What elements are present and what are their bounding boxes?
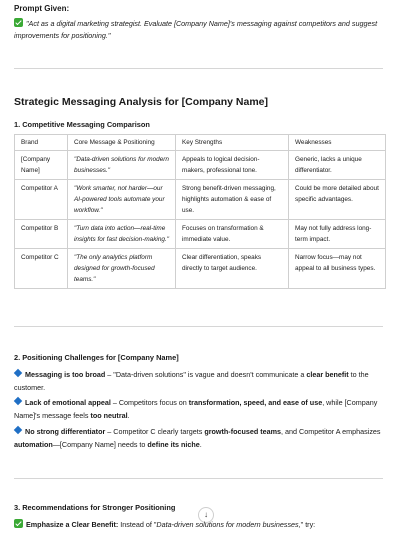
table-cell: Clear differentiation, speaks directly to target audience. [176, 249, 289, 289]
section-heading: 3. Recommendations for Stronger Positioning [14, 503, 176, 512]
challenge-text: , while [Company Name]'s message feels [14, 398, 378, 420]
column-header: Brand [15, 135, 68, 151]
table-cell: [Company Name] [15, 151, 68, 180]
challenge-text: —[Company Name] needs to [52, 439, 148, 449]
table-row [15, 249, 386, 289]
table-row [15, 180, 386, 220]
table-cell: Narrow focus—may not appeal to all business types. [289, 249, 386, 289]
table-cell: May not fully address long-term impact. [289, 220, 386, 249]
challenge-item [14, 426, 386, 451]
arrow-down-icon: ↓ [204, 510, 208, 519]
table-cell: "Turn data into action—real-time insights for fast decision-making." [68, 220, 176, 249]
recommendation-item [14, 519, 394, 531]
table-cell: Focuses on transformation & immediate value. [176, 220, 289, 249]
challenge-text: to the customer. [14, 370, 369, 392]
challenge-item [14, 369, 386, 394]
divider [14, 326, 383, 327]
page-title: Strategic Messaging Analysis for [Company Name] [14, 96, 269, 108]
challenge-text: . [127, 410, 130, 420]
diamond-icon [14, 426, 22, 434]
table-cell: Could be more detailed about specific advantages. [289, 180, 386, 220]
table-cell: Competitor B [15, 220, 68, 249]
column-header: Weaknesses [289, 135, 386, 151]
prompt-quote: "Act as a digital marketing strategist. Evaluate [Company Name]'s messaging against competitors and suggest improvements for positioning." [14, 19, 378, 40]
recommendation-text: " try: [300, 520, 316, 529]
table-cell: "The only analytics platform designed for growth-focused teams." [68, 249, 176, 289]
table-row [15, 220, 386, 249]
table-cell: "Work smarter, not harder—our AI-powered tools automate your workflow." [68, 180, 176, 220]
section-heading: 1. Competitive Messaging Comparison [14, 120, 150, 129]
challenge-text: – Competitor C clearly targets [105, 427, 205, 436]
comparison-table [14, 134, 386, 289]
challenge-lead: Messaging is too broad [25, 370, 106, 379]
divider [14, 478, 383, 479]
divider [14, 68, 383, 69]
challenge-text: . [199, 439, 202, 449]
table-cell: Competitor C [15, 249, 68, 289]
recommendation-text: Instead of " [118, 520, 157, 529]
diamond-icon [14, 397, 22, 405]
column-header: Core Message & Positioning [68, 135, 176, 151]
check-icon [14, 519, 23, 528]
table-cell: "Data-driven solutions for modern businesses." [68, 151, 176, 180]
prompt-text [14, 18, 386, 42]
challenge-emphasis: growth-focused teams [204, 427, 282, 436]
table-row [15, 151, 386, 180]
challenge-lead: No strong differentiator [25, 427, 106, 436]
section-heading: 2. Positioning Challenges for [Company Name] [14, 353, 179, 362]
recommendation-lead: Emphasize a Clear Benefit: [26, 520, 119, 529]
recommendation-quote: Data-driven solutions for modern businesses, [156, 520, 301, 529]
check-icon [14, 18, 23, 27]
column-header: Key Strengths [176, 135, 289, 151]
table-cell: Strong benefit-driven messaging, highlights automation & ease of use. [176, 180, 289, 220]
challenge-emphasis: transformation, speed, and ease of use [188, 398, 323, 407]
challenge-text: – "Data-driven solutions" is vague and doesn't communicate a [105, 370, 307, 379]
challenge-item [14, 397, 386, 422]
table-header-row [15, 135, 386, 151]
table-cell: Appeals to logical decision-makers, professional tone. [176, 151, 289, 180]
challenge-emphasis: define its niche [147, 439, 200, 449]
challenge-text: – Competitors focus on [110, 398, 189, 407]
challenge-emphasis: automation [14, 439, 53, 449]
challenge-emphasis: too neutral [90, 410, 128, 420]
table-cell: Competitor A [15, 180, 68, 220]
table-cell: Generic, lacks a unique differentiator. [289, 151, 386, 180]
challenge-text: , and Competitor A emphasizes [281, 427, 381, 436]
challenge-emphasis: clear benefit [306, 370, 349, 379]
prompt-label: Prompt Given: [14, 4, 70, 13]
diamond-icon [14, 369, 22, 377]
challenge-lead: Lack of emotional appeal [25, 398, 111, 407]
